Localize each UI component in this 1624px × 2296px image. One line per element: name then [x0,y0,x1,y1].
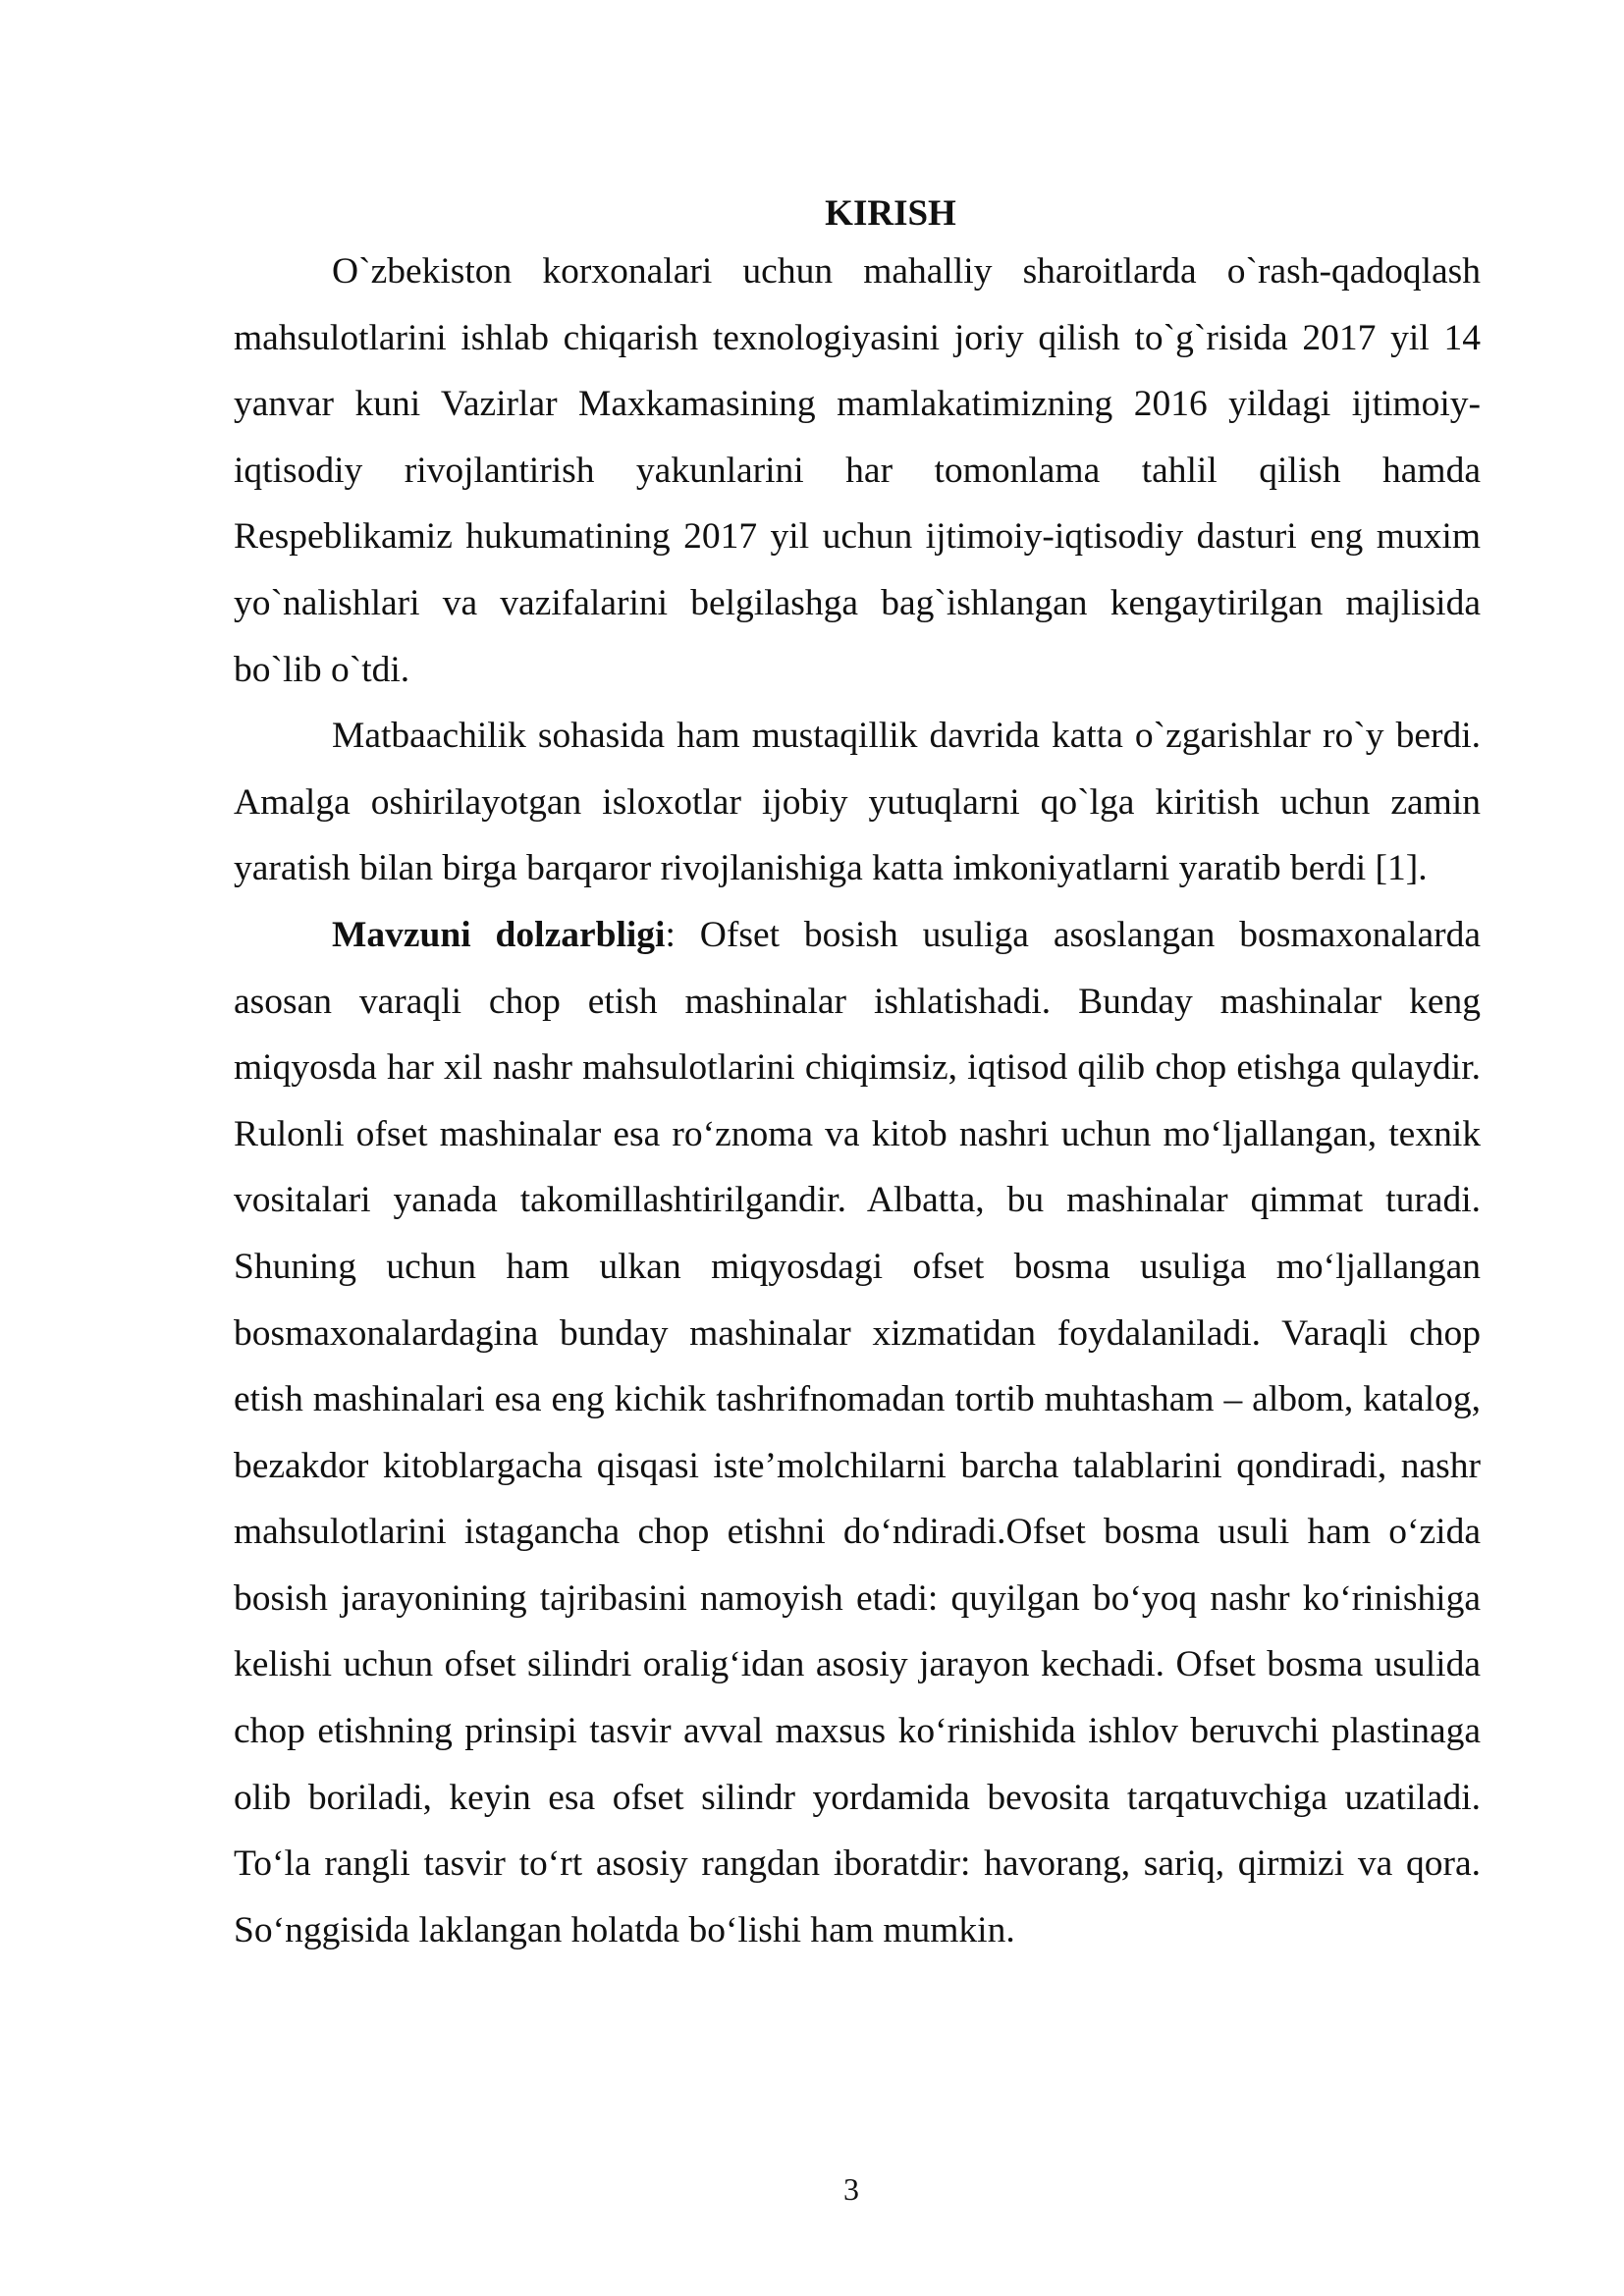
paragraph-printing-industry: Matbaachilik sohasida ham mustaqillik davrida katta o`zgarishlar ro`y berdi. Amalga oshirilayotgan isloxotlar ijobiy yutuqlarni qo`lga kiritish uchun zamin yaratish bilan birga barqaror rivojlanishiga katta imkoniyatlarni yaratib berdi [1]. [234,716,1481,889]
paragraph-intro: O`zbekiston korxonalari uchun mahalliy sharoitlarda o`rash-qadoqlash mahsulotlarini ishlab chiqarish texnologiyasini joriy qilish to`g`risida 2017 yil 14 yanvar kuni Vazirlar Maxkamasining mamlakatimizning 2016 yildagi ijtimoiy-iqtisodiy rivojlantirish yakunlarini har tomonlama tahlil qilish hamda Respeblikamiz hukumatining 2017 yil uchun ijtimoiy-iqtisodiy dasturi eng muxim yo`nalishlari va vazifalarini belgilashga bag`ishlangan kengaytirilgan majlisida bo`lib o`tdi. [234,251,1481,690]
relevance-text: : Ofset bosish usuliga asoslangan bosmaxonalarda asosan varaqli chop etish mashinalar ishlatishadi. Bunday mashinalar keng miqyosda har xil nashr mahsulotlarini chiqimsiz, iqtisod qilib chop etishga qulaydir. Rulonli ofset mashinalar esa ro‘znoma va kitob nashri uchun mo‘ljallangan, texnik vositalari yanada takomillashtirilgandir. Albatta, bu mashinalar qimmat turadi. Shuning uchun ham ulkan miqyosdagi ofset bosma usuliga mo‘ljallangan bosmaxonalardagina bunday mashinalar xizmatidan foydalaniladi. Varaqli chop etish mashinalari esa eng kichik tashrifnomadan tortib muhtasham – albom, katalog, bezakdor kitoblargacha qisqasi iste’molchilarni barcha talablarini qondiradi, nashr mahsulotlarini istagancha chop etishni do‘ndiradi.Ofset bosma usuli ham o‘zida bosish jarayonining tajribasini namoyish etadi: quyilgan bo‘yoq nashr ko‘rinishiga kelishi uchun ofset silindri oralig‘idan asosiy jarayon kechadi. Ofset bosma usulida chop etishning prinsipi tasvir avval maxsus ko‘rinishida ishlov beruvchi plastinaga olib boriladi, keyin esa ofset silindr yordamida bevosita tarqatuvchiga uzatiladi. To‘la rangli tasvir to‘rt asosiy rangdan iboratdir: havorang, sariq, qirmizi va qora. So‘nggisida laklangan holatda bo‘lishi ham mumkin. [234,914,1481,1950]
relevance-label: Mavzuni dolzarbligi [332,914,666,955]
page-number: 3 [843,2171,859,2207]
page-title: KIRISH [825,193,956,234]
paragraph-relevance [234,902,1481,1964]
body-text [234,239,1481,1963]
